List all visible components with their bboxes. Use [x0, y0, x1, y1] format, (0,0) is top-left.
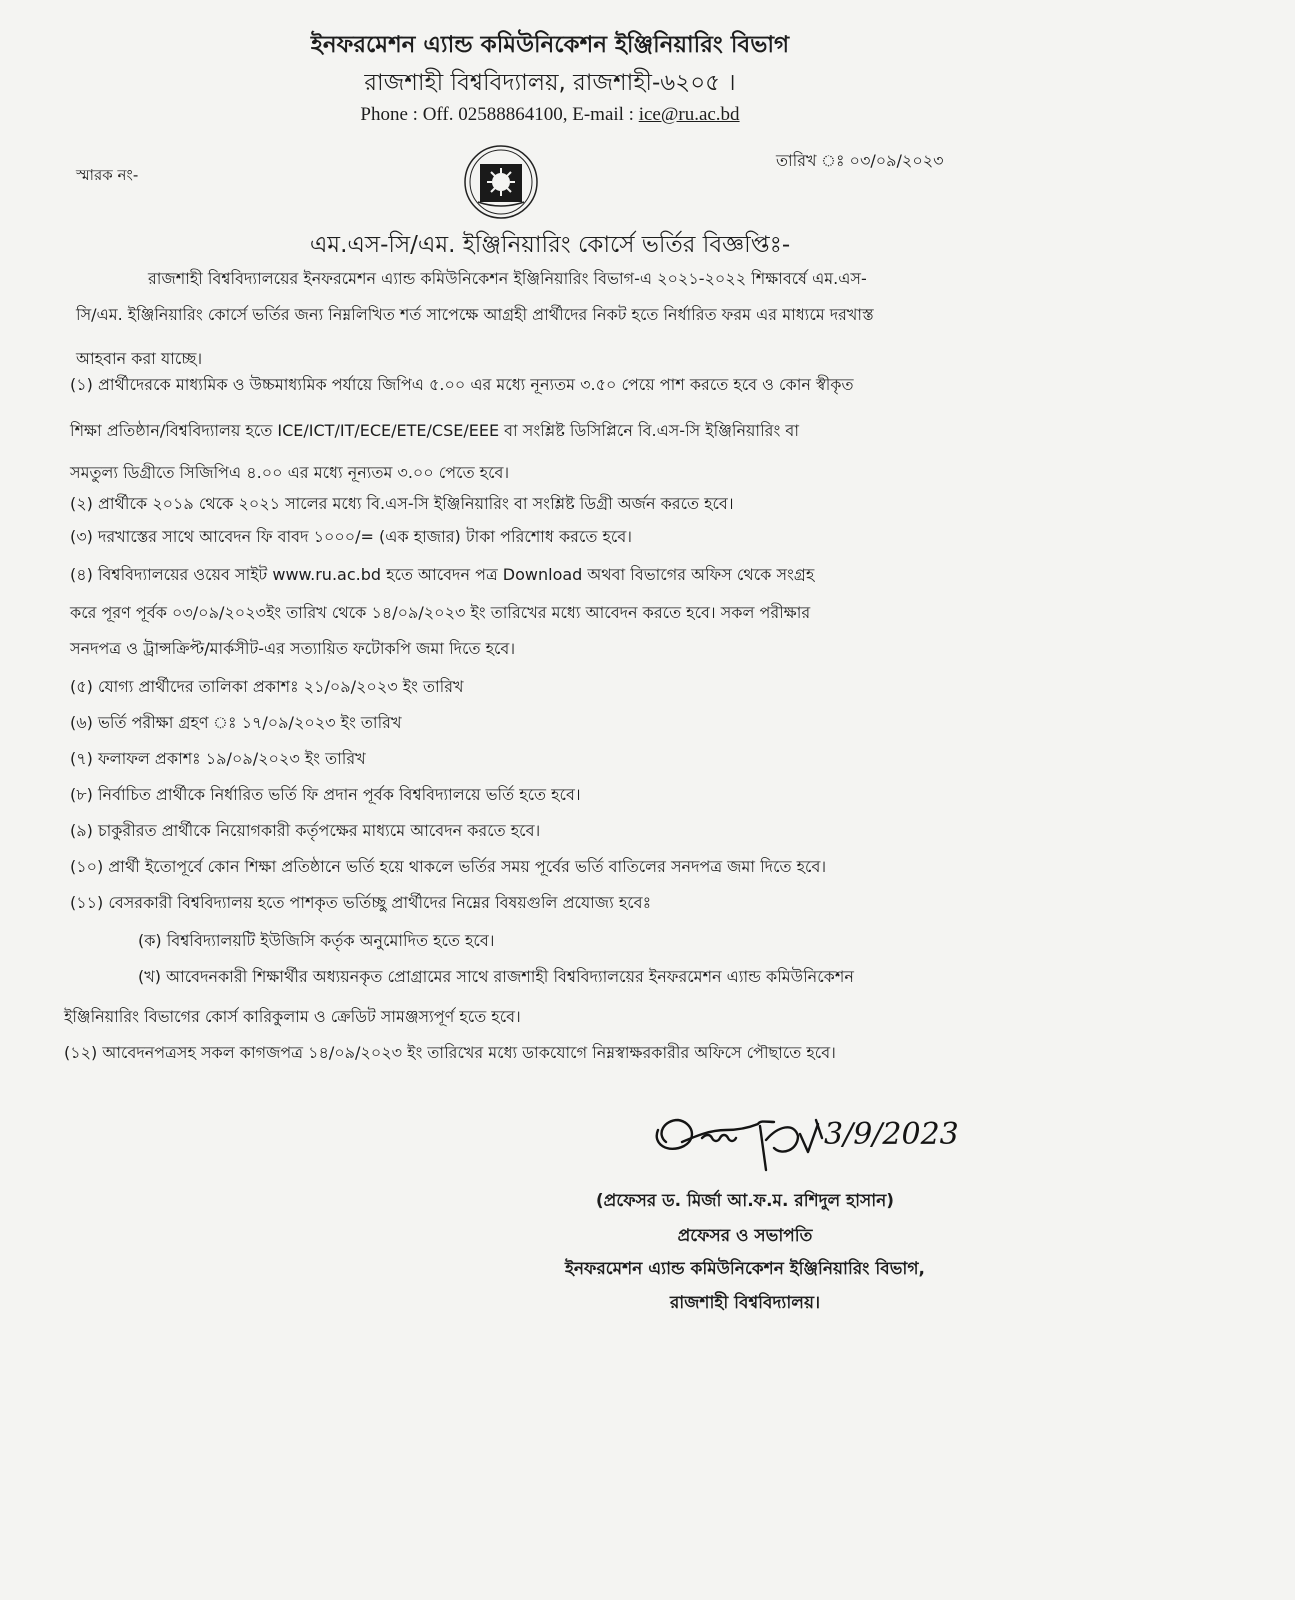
item-11-b-line-1: (খ) আবেদনকারী শিক্ষার্থীর অধ্যয়নকৃত প্রোগ্রামের সাথে রাজশাহী বিশ্ববিদ্যালয়ের ইনফরমেশন এ্যান্ড কমিউনিকেশন: [138, 967, 854, 986]
item-12: (১২) আবেদনপত্রসহ সকল কাগজপত্র ১৪/০৯/২০২৩ ইং তারিখের মধ্যে ডাকযোগে নিম্নস্বাক্ষরকারীর অফিসে পৌছাতে হবে।: [64, 1043, 836, 1062]
handwritten-signature: [648, 1100, 959, 1178]
notice-date: তারিখ ঃ ০৩/০৯/২০২৩: [776, 151, 944, 170]
item-1-line-2: শিক্ষা প্রতিষ্ঠান/বিশ্ববিদ্যালয় হতে ICE/ICT/IT/ECE/ETE/CSE/EEE বা সংশ্লিষ্ট ডিসিপ্লিনে বি.এস-সি ইঞ্জিনিয়ারিং বা: [70, 421, 799, 440]
item-11-b-line-2: ইঞ্জিনিয়ারিং বিভাগের কোর্স কারিকুলাম ও ক্রেডিট সামঞ্জস্যপূর্ণ হতে হবে।: [64, 1007, 521, 1026]
item-1-line-3: সমতুল্য ডিগ্রীতে সিজিপিএ ৪.০০ এর মধ্যে নূন্যতম ৩.০০ পেতে হবে।: [70, 463, 510, 482]
item-9: (৯) চাকুরীরত প্রার্থীকে নিয়োগকারী কর্তৃপক্ষের মাধ্যমে আবেদন করতে হবে।: [70, 821, 541, 840]
email-link[interactable]: ice@ru.ac.bd: [638, 104, 740, 125]
intro-line-3: আহবান করা যাচ্ছে।: [76, 349, 203, 368]
university-address: রাজশাহী বিশ্ববিদ্যালয়, রাজশাহী-৬২০৫ ।: [364, 70, 736, 96]
phone-text: Phone : Off. 02588864100, E-mail :: [360, 104, 639, 125]
intro-line-2: সি/এম. ইঞ্জিনিয়ারিং কোর্সে ভর্তির জন্য নিম্নলিখিত শর্ত সাপেক্ষে আগ্রহী প্রার্থীদের নিকট হতে নির্ধারিত ফরম এর মাধ্যমে দরখাস্ত: [76, 305, 874, 324]
item-10: (১০) প্রার্থী ইতোপূর্বে কোন শিক্ষা প্রতিষ্ঠানে ভর্তি হয়ে থাকলে ভর্তির সময় পূর্বের ভর্তি বাতিলের সনদপত্র জমা দিতে হবে।: [70, 857, 827, 876]
intro-line-1: রাজশাহী বিশ্ববিদ্যালয়ের ইনফরমেশন এ্যান্ড কমিউনিকেশন ইঞ্জিনিয়ারিং বিভাগ-এ ২০২১-২০২২ শিক্ষাবর্ষে এম.এস-: [148, 269, 867, 288]
department-heading: ইনফরমেশন এ্যান্ড কমিউনিকেশন ইঞ্জিনিয়ারিং বিভাগ: [310, 32, 790, 58]
item-6: (৬) ভর্তি পরীক্ষা গ্রহণ ঃ ১৭/০৯/২০২৩ ইং তারিখ: [70, 713, 402, 732]
signatory-university: রাজশাহী বিশ্ববিদ্যালয়।: [669, 1293, 821, 1313]
item-4-line-2: করে পূরণ পূর্বক ০৩/০৯/২০২৩ইং তারিখ থেকে ১৪/০৯/২০২৩ ইং তারিখের মধ্যে আবেদন করতে হবে। সকল পরীক্ষার: [70, 603, 811, 622]
item-7: (৭) ফলাফল প্রকাশঃ ১৯/০৯/২০২৩ ইং তারিখ: [70, 749, 366, 768]
item-4-line-3: সনদপত্র ও ট্রান্সক্রিপ্ট/মার্কসীট-এর সত্যায়িত ফটোকপি জমা দিতে হবে।: [70, 639, 516, 658]
item-8: (৮) নির্বাচিত প্রার্থীকে নির্ধারিত ভর্তি ফি প্রদান পূর্বক বিশ্ববিদ্যালয়ে ভর্তি হতে হবে।: [70, 785, 581, 804]
item-2: (২) প্রার্থীকে ২০১৯ থেকে ২০২১ সালের মধ্যে বি.এস-সি ইঞ্জিনিয়ারিং বা সংশ্লিষ্ট ডিগ্রী অর্জন করতে হবে।: [70, 494, 734, 513]
memo-number: স্মারক নং-: [76, 166, 139, 184]
signatory-designation: প্রফেসর ও সভাপতি: [677, 1226, 813, 1246]
item-11: (১১) বেসরকারী বিশ্ববিদ্যালয় হতে পাশকৃত ভর্তিচ্ছু প্রার্থীদের নিম্নের বিষয়গুলি প্রযোজ্য হবেঃ: [70, 893, 652, 912]
item-4-line-1: (৪) বিশ্ববিদ্যালয়ের ওয়েব সাইট www.ru.ac.bd হতে আবেদন পত্র Download অথবা বিভাগের অফিস থেকে সংগ্রহ: [70, 565, 815, 584]
signature-date: 3/9/2023: [824, 1117, 959, 1152]
university-logo-icon: [463, 144, 539, 220]
item-3: (৩) দরখাস্তের সাথে আবেদন ফি বাবদ ১০০০/= (এক হাজার) টাকা পরিশোধ করতে হবে।: [70, 527, 632, 546]
contact-line: [0, 104, 1100, 126]
notice-title: এম.এস-সি/এম. ইঞ্জিনিয়ারিং কোর্সে ভর্তির বিজ্ঞপ্তিঃ-: [309, 232, 791, 258]
item-5: (৫) যোগ্য প্রার্থীদের তালিকা প্রকাশঃ ২১/০৯/২০২৩ ইং তারিখ: [70, 677, 464, 696]
item-11-a: (ক) বিশ্ববিদ্যালয়টি ইউজিসি কর্তৃক অনুমোদিত হতে হবে।: [138, 931, 495, 950]
signatory-department: ইনফরমেশন এ্যান্ড কমিউনিকেশন ইঞ্জিনিয়ারিং বিভাগ,: [565, 1259, 925, 1279]
item-1-line-1: (১) প্রার্থীদেরকে মাধ্যমিক ও উচ্চমাধ্যমিক পর্যায়ে জিপিএ ৫.০০ এর মধ্যে নূন্যতম ৩.৫০ পেয়ে পাশ করতে হবে ও কোন স্বীকৃত: [70, 375, 854, 394]
signatory-name: (প্রফেসর ড. মির্জা আ.ফ.ম. রশিদুল হাসান): [595, 1191, 895, 1211]
